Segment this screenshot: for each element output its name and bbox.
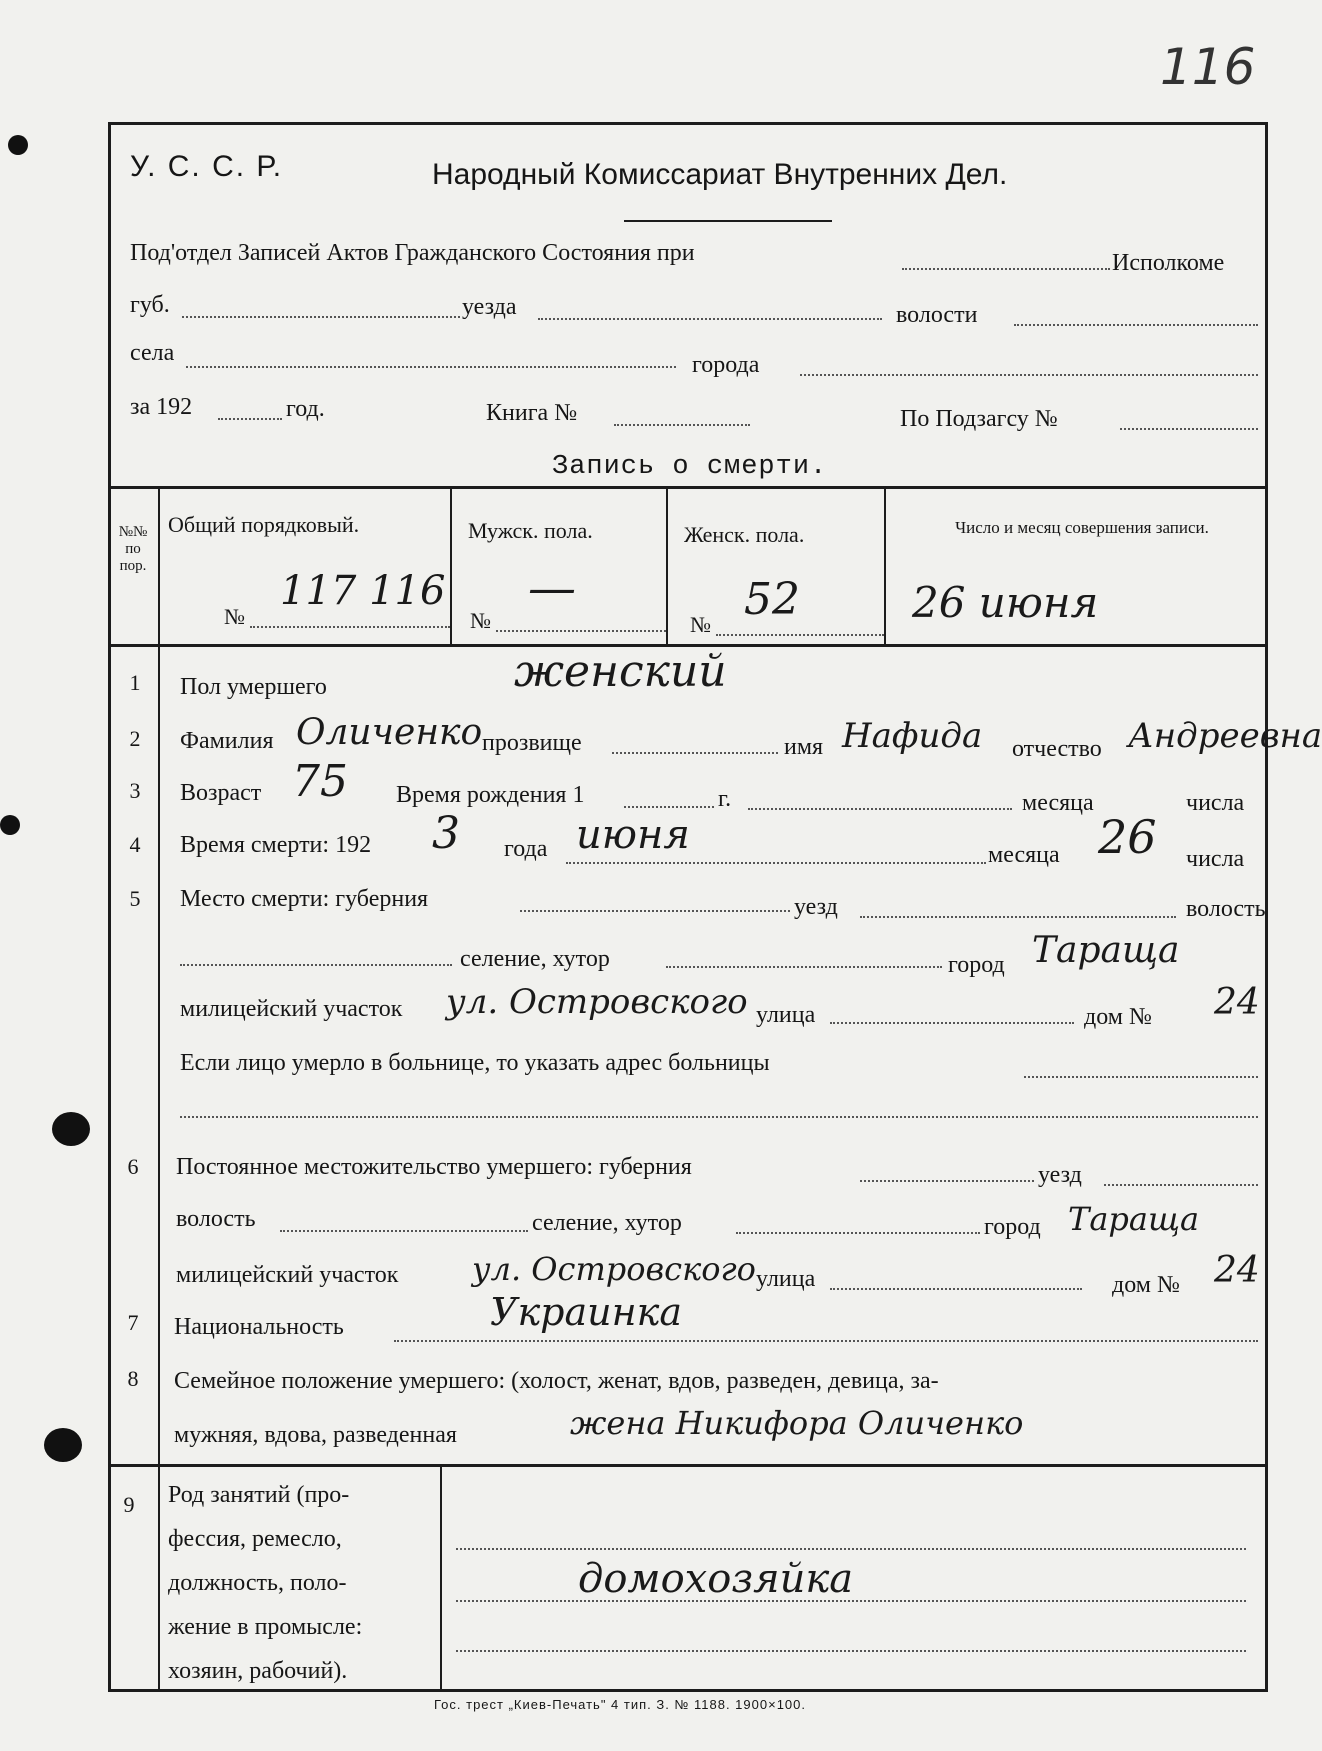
- selenie-label: селение, хутор: [460, 946, 610, 972]
- g-label: г.: [718, 786, 732, 812]
- field-line: [716, 634, 884, 636]
- hw-general-number: 117 116: [280, 568, 446, 614]
- residence-label: Постоянное местожительство умершего: губерния: [176, 1154, 692, 1180]
- col-male-header: Мужск. пола.: [468, 518, 593, 543]
- hw-family-status: жена Никифора Оличенко: [570, 1404, 1024, 1442]
- goroda-label: города: [692, 352, 760, 378]
- occupation-label-line: Род занятий (про-: [168, 1482, 350, 1508]
- dom-label: дом №: [1084, 1004, 1152, 1030]
- uezda-label: уезда: [462, 294, 517, 320]
- hw-surname: Оличенко: [296, 712, 483, 753]
- col-divider: [666, 486, 668, 646]
- field-line: [180, 1116, 1258, 1118]
- hw-death-city: Тараща: [1032, 930, 1180, 971]
- col-divider: [158, 486, 160, 1498]
- binder-hole: [44, 1428, 82, 1462]
- hw-death-month: июня: [576, 812, 690, 858]
- ussr-label: У. С. С. Р.: [130, 150, 284, 183]
- hw-death-house: 24: [1214, 982, 1260, 1023]
- field-line: [1104, 1184, 1258, 1186]
- no-label: №: [470, 608, 491, 633]
- uezd-label: уезд: [794, 894, 838, 920]
- no-label: №: [690, 612, 711, 637]
- field-line: [666, 966, 942, 968]
- chisla-label: числа: [1186, 846, 1245, 872]
- binder-hole: [0, 815, 20, 835]
- row-number: 7: [127, 1310, 139, 1335]
- page-number: 116: [1160, 38, 1256, 96]
- hw-age: 75: [292, 756, 348, 807]
- field-line: [566, 862, 986, 864]
- mesyatsa-label: месяца: [1022, 790, 1094, 816]
- hw-death-street: ул. Островского: [446, 982, 748, 1022]
- field-line: [748, 808, 1012, 810]
- field-line: [860, 916, 1176, 918]
- dom-label: дом №: [1112, 1272, 1180, 1298]
- otchestvo-label: отчество: [1012, 736, 1102, 762]
- field-line: [456, 1650, 1246, 1652]
- field-line: [612, 752, 778, 754]
- vozrast-label: Возраст: [180, 780, 262, 806]
- hw-sex: женский: [514, 646, 727, 697]
- hw-female-number: 52: [744, 574, 800, 625]
- field-line: [180, 964, 452, 966]
- fam-label: Фамилия: [180, 728, 274, 754]
- commissariat-title: Народный Комиссариат Внутренних Дел.: [432, 158, 1008, 191]
- gorod-label: город: [984, 1214, 1041, 1240]
- selenie-label: селение, хутор: [532, 1210, 682, 1236]
- col-divider: [440, 1464, 442, 1692]
- subdept-label: Под'отдел Записей Актов Гражданского Состояния при: [130, 240, 695, 266]
- field-line: [520, 910, 790, 912]
- goda-label: года: [504, 836, 548, 862]
- field-line: [860, 1180, 1034, 1182]
- row9-top-rule: [108, 1464, 1268, 1467]
- hw-residence-city: Тараща: [1068, 1200, 1200, 1238]
- family-status-line2: мужняя, вдова, разведенная: [174, 1422, 457, 1448]
- hw-first-name: Нафида: [842, 716, 983, 756]
- hw-male-number: —: [528, 560, 576, 616]
- field-line: [496, 630, 666, 632]
- printer-imprint: Гос. трест „Киев-Печать" 4 тип. З. № 1188. 1900×100.: [434, 1697, 806, 1712]
- row-number: 8: [127, 1366, 139, 1391]
- col-divider: [158, 1464, 160, 1692]
- prozvische-label: прозвище: [482, 730, 582, 756]
- field-line: [614, 424, 750, 426]
- militsia-label: милицейский участок: [176, 1262, 399, 1288]
- gorod-label: город: [948, 952, 1005, 978]
- col-female-header: Женск. пола.: [684, 522, 805, 547]
- col-divider: [884, 486, 886, 646]
- god-label: год.: [286, 396, 325, 422]
- mesyatsa-label: месяца: [988, 842, 1060, 868]
- field-line: [1120, 428, 1258, 430]
- field-line: [1024, 1076, 1258, 1078]
- volost-label: волость: [1186, 896, 1266, 922]
- hw-residence-house: 24: [1214, 1250, 1260, 1291]
- hw-record-date: 26 июня: [912, 578, 1099, 627]
- hw-nationality: Украинка: [490, 1290, 682, 1334]
- volost-label: волость: [176, 1206, 256, 1232]
- sela-label: села: [130, 340, 175, 366]
- volosti-label: волости: [896, 302, 978, 328]
- col-general-header: Общий порядковый.: [168, 512, 360, 537]
- row-number: 4: [129, 832, 141, 857]
- chisla-label: числа: [1186, 790, 1245, 816]
- record-title: Запись о смерти.: [552, 452, 828, 482]
- field-line: [800, 374, 1258, 376]
- pol-label: Пол умершего: [180, 674, 327, 700]
- occupation-label-line: хозяин, рабочий).: [168, 1658, 348, 1684]
- table-top-rule: [108, 486, 1268, 489]
- gub-label: губ.: [130, 292, 170, 318]
- row-number: 3: [129, 778, 141, 803]
- militsia-label: милицейский участок: [180, 996, 403, 1022]
- no-label: №: [224, 604, 245, 629]
- hw-death-year: 3: [432, 808, 460, 859]
- row-number: 6: [127, 1154, 139, 1179]
- field-line: [830, 1022, 1074, 1024]
- death-place-label: Место смерти: губерния: [180, 886, 429, 912]
- field-line: [280, 1230, 528, 1232]
- kniga-label: Книга №: [486, 400, 578, 426]
- podzagsu-label: По Подзагсу №: [900, 406, 1058, 432]
- row-number: 5: [129, 886, 141, 911]
- occupation-label-line: должность, поло-: [168, 1570, 347, 1596]
- row-number: 9: [123, 1492, 135, 1517]
- ispolkom-label: Исполкоме: [1112, 250, 1225, 276]
- occupation-label-line: фессия, ремесло,: [168, 1526, 342, 1552]
- death-time-label: Время смерти: 192: [180, 832, 372, 858]
- birth-label: Время рождения 1: [396, 782, 585, 808]
- nationality-label: Национальность: [174, 1314, 344, 1340]
- hw-death-day: 26: [1098, 810, 1157, 864]
- field-line: [538, 318, 882, 320]
- binder-hole: [52, 1112, 90, 1146]
- field-line: [830, 1288, 1082, 1290]
- field-line: [182, 316, 460, 318]
- uezd-label: уезд: [1038, 1162, 1082, 1188]
- hw-occupation: домохозяйка: [578, 1556, 854, 1602]
- binder-hole: [8, 135, 28, 155]
- row-number: 1: [129, 670, 141, 695]
- hospital-label: Если лицо умерло в больнице, то указать адрес больницы: [180, 1050, 770, 1076]
- field-line: [394, 1340, 1258, 1342]
- field-line: [736, 1232, 980, 1234]
- year-prefix: за 192: [130, 394, 193, 420]
- field-line: [902, 268, 1110, 270]
- title-underline: [624, 220, 832, 222]
- field-line: [218, 418, 282, 420]
- ulitsa-label: улица: [756, 1266, 816, 1292]
- occupation-label-line: жение в промысле:: [168, 1614, 363, 1640]
- col-date-header: Число и месяц совершения записи.: [955, 518, 1209, 537]
- row-number: 2: [129, 726, 141, 751]
- field-line: [186, 366, 676, 368]
- field-line: [624, 806, 714, 808]
- imya-label: имя: [784, 734, 824, 760]
- ulitsa-label: улица: [756, 1002, 816, 1028]
- col-divider: [450, 486, 452, 646]
- hw-residence-street: ул. Островского: [472, 1250, 756, 1288]
- field-line: [1014, 324, 1258, 326]
- field-line: [250, 626, 450, 628]
- col-num-header: №№ по пор.: [118, 524, 148, 574]
- hw-patronymic: Андреевна: [1128, 716, 1322, 756]
- field-line: [456, 1548, 1246, 1550]
- family-status-line1: Семейное положение умершего: (холост, женат, вдов, разведен, девица, за-: [174, 1368, 939, 1394]
